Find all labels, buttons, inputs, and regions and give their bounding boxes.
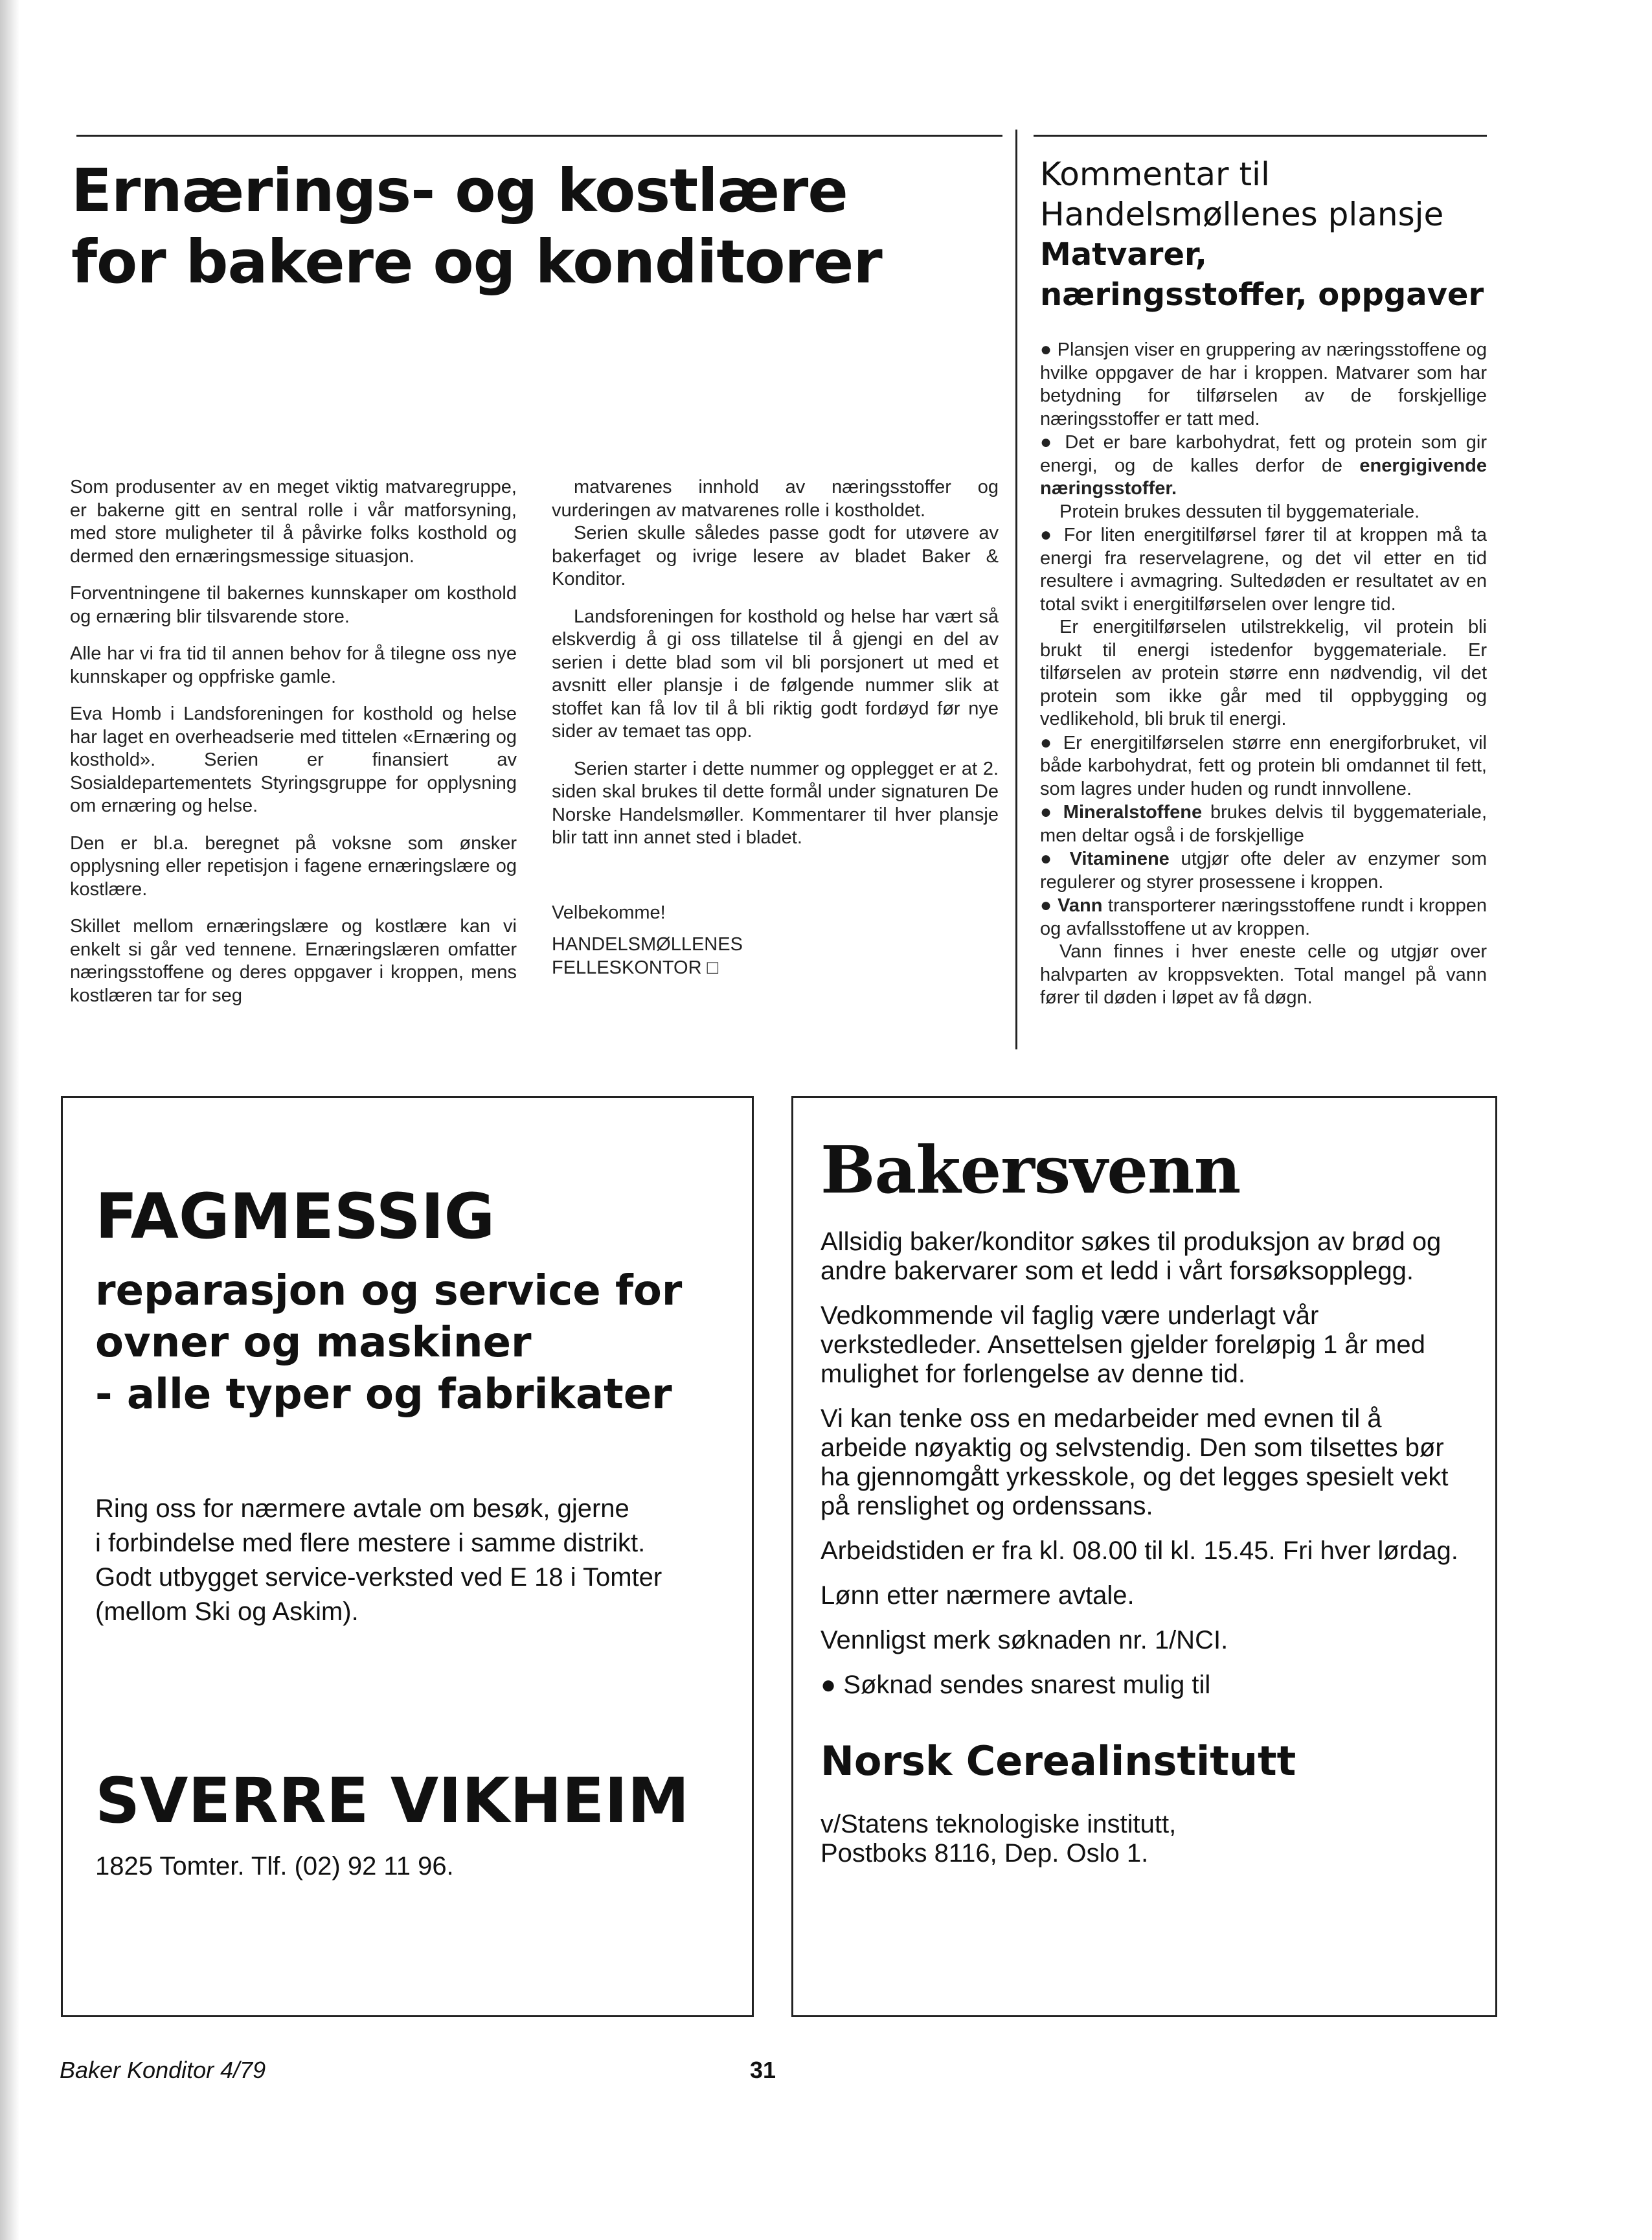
sidebar-title-line-2: næringsstoffer, oppgaver — [1040, 277, 1484, 313]
bullet-icon: ● — [1040, 431, 1056, 453]
ad-fagmessig-address: 1825 Tomter. Tlf. (02) 92 11 96. — [95, 1852, 454, 1880]
signature-line-2-text: FELLESKONTOR — [552, 957, 702, 978]
ad-bakersvenn-paragraph-3: Vi kan tenke oss en medarbeider med evnen til å arbeide nøyaktig og selvstendig. Den som tilsettes bør ha gjennomgått yrkesskole, og det legges spesielt vekt på renslighet og ordenssans. — [820, 1404, 1449, 1520]
ad-bakersvenn-title: Bakersvenn — [820, 1132, 1241, 1208]
article-column-1 — [70, 476, 517, 1022]
col2-paragraph-2: Serien skulle således passe godt for utøvere av bakerfaget og ivrige lesere av bladet Baker & Konditor. — [552, 523, 999, 589]
column-divider — [1015, 130, 1017, 1049]
ad-fagmessig — [61, 1096, 754, 2017]
ad-bakersvenn — [791, 1096, 1497, 2017]
ad-fagmessig-subheading: reparasjon og service for ovner og maskiner - alle typer og fabrikater — [95, 1267, 683, 1419]
ad-bakersvenn-paragraph-1: Allsidig baker/konditor søkes til produksjon av brød og andre bakervarer som et ledd i vårt forsøksopplegg. — [820, 1228, 1442, 1285]
col1-paragraph-5: Den er bl.a. beregnet på voksne som ønsker opplysning eller repetisjon i fagene ernæringslære og kostlære. — [70, 832, 517, 900]
sidebar-text-5: Er energitilførselen utilstrekkelig, vil protein bli brukt til energi istedenfor byggemateriale. Er tilførselen av protein større enn nødvendig, vil det protein som ikke går med til oppbygging og vedlikehold, bli bruk til energi. — [1040, 617, 1487, 729]
ad-bakersvenn-paragraph-6: Vennligst merk søknaden nr. 1/NCI. — [820, 1626, 1228, 1654]
footer-page-number: 31 — [750, 2057, 776, 2083]
article-column-2 — [552, 476, 999, 979]
bullet-icon: ● — [1040, 731, 1055, 753]
ad-fagmessig-body — [95, 1492, 730, 1629]
ad-fagmessig-body-line-2: i forbindelse med flere mestere i samme distrikt. — [95, 1529, 646, 1557]
col2-paragraph-1: matvarenes innhold av næringsstoffer og vurderingen av matvarenes rolle i kostholdet. — [552, 477, 999, 521]
col1-paragraph-2: Forventningene til bakernes kunnskaper om kosthold og ernæring blir tilsvarende store. — [70, 583, 517, 627]
ad-bakersvenn-organization: Norsk Cerealinstitutt — [820, 1737, 1296, 1785]
col1-paragraph-1: Som produsenter av en meget viktig matvaregruppe, er bakerne gitt en sentral rolle i vår matforsyning, med store muligheter til å påvirke folks kosthold og dermed den ernæringsmessige situasjon. — [70, 477, 517, 567]
ad-bakersvenn-address-line-2: Postboks 8116, Dep. Oslo 1. — [820, 1839, 1149, 1868]
ad-fagmessig-body-line-1: Ring oss for nærmere avtale om besøk, gjerne — [95, 1494, 629, 1523]
sidebar-text-8a: Vitaminene — [1069, 849, 1170, 869]
sidebar-text-3: Protein brukes dessuten til byggemateriale. — [1059, 501, 1420, 522]
sidebar-title-line-1: Matvarer, — [1040, 236, 1207, 273]
sidebar-text-9b: transporterer næringsstoffene rundt i kroppen og avfallsstoffene ut av kroppen. — [1040, 895, 1487, 939]
sidebar-text-9a: Vann — [1058, 895, 1103, 916]
bullet-icon: ● — [1040, 524, 1056, 545]
sidebar-text-7a: Mineralstoffene — [1063, 802, 1203, 823]
footer-publication: Baker Konditor 4/79 — [60, 2057, 266, 2083]
end-mark-icon: □ — [707, 957, 719, 978]
ad-bakersvenn-address-line-1: v/Statens teknologiske institutt, — [820, 1810, 1177, 1838]
ad-bakersvenn-paragraph-5: Lønn etter nærmere avtale. — [820, 1581, 1135, 1610]
col2-paragraph-3: Landsforeningen for kosthold og helse har vært så elskverdig å gi oss tillatelse til å gjengi en del av serien i dette blad som vil bli porsjonert ut med et avsnitt eller plansje i de følgende nummer slik at stoffet kan få lov til å bli riktig godt fordøyd før nye sider av temaet tas opp. — [552, 606, 999, 742]
bullet-icon: ● — [820, 1671, 837, 1699]
ad-bakersvenn-paragraph-7-text: Søknad sendes snarest mulig til — [843, 1671, 1211, 1699]
closing-greeting: Velbekomme! — [552, 902, 666, 923]
sidebar-text-2a: Det er bare karbohydrat, fett og protein som gir energi, og de kalles derfor de — [1040, 432, 1487, 476]
headline-line-2: for bakere og konditorer — [71, 227, 882, 297]
signature-line-1: HANDELSMØLLENES — [552, 934, 743, 955]
top-rule-right — [1034, 135, 1487, 137]
ad-bakersvenn-paragraph-7 — [820, 1671, 1475, 1700]
bullet-icon: ● — [1040, 339, 1052, 360]
sidebar-text-7b: brukes delvis til byggemateriale, men deltar også i de forskjellige — [1040, 802, 1487, 846]
sidebar-kicker-line-2: Handelsmøllenes plansje — [1040, 196, 1444, 233]
sidebar-text-1: Plansjen viser en gruppering av næringsstoffene og hvilke oppgaver de har i kroppen. Matvarer som har betydning for tilførselen av de forskjellige næringsstoffer er tatt med. — [1040, 339, 1487, 429]
bullet-icon: ● — [1040, 895, 1052, 916]
sidebar-text-2b: energigivende næringsstoffer. — [1040, 455, 1487, 499]
sidebar — [1040, 154, 1487, 1010]
sidebar-text-10: Vann finnes i hver eneste celle og utgjør over halvparten av kroppsvekten. Total mangel på vann fører til døden i løpet av få døgn. — [1040, 941, 1487, 1008]
ad-bakersvenn-paragraph-4: Arbeidstiden er fra kl. 08.00 til kl. 15.45. Fri hver lørdag. — [820, 1537, 1458, 1565]
ad-fagmessig-company: SVERRE VIKHEIM — [95, 1765, 690, 1837]
sidebar-kicker-line-1: Kommentar til — [1040, 155, 1270, 193]
ad-bakersvenn-address — [820, 1810, 1475, 1868]
ad-fagmessig-heading: FAGMESSIG — [95, 1180, 495, 1253]
signature-line-2 — [552, 957, 999, 980]
col2-paragraph-4: Serien starter i dette nummer og opplegget er at 2. siden skal brukes til dette formål under signaturen De Norske Handelsmøller. Kommentarer til hver plansje blir tatt inn annet sted i bladet. — [552, 758, 999, 848]
col1-paragraph-3: Alle har vi fra tid til annen behov for å tilegne oss nye kunnskaper og oppfriske gamle. — [70, 643, 517, 687]
col1-paragraph-4: Eva Homb i Landsforeningen for kosthold og helse har laget en overheadserie med tittelen «Ernæring og kosthold». Serien er finansiert av Sosialdepartementets Styringsgruppe for opplysning om ernæring og helse. — [70, 703, 517, 816]
page-edge-shadow — [0, 0, 19, 2240]
ad-fagmessig-body-line-4: (mellom Ski og Askim). — [95, 1597, 359, 1626]
article-headline — [71, 155, 1004, 298]
bullet-icon: ● — [1040, 848, 1058, 869]
col1-paragraph-6: Skillet mellom ernæringslære og kostlære kan vi enkelt si går ved tennene. Ernæringslæren omfatter næringsstoffene og deres oppgaver i kroppen, mens kostlæren tar for seg — [70, 916, 517, 1006]
headline-line-1: Ernærings- og kostlære — [71, 156, 848, 225]
bullet-icon: ● — [1040, 801, 1055, 823]
top-rule-left — [76, 135, 1002, 137]
ad-bakersvenn-body — [820, 1228, 1475, 1700]
ad-fagmessig-body-line-3: Godt utbygget service-verksted ved E 18 i Tomter — [95, 1563, 662, 1592]
sidebar-text-6: Er energitilførselen større enn energiforbruket, vil både karbohydrat, fett og protein bli omdannet til fett, som lagres under huden og rundt innvollene. — [1040, 732, 1487, 799]
sidebar-text-4: For liten energitilførsel fører til at kroppen må ta energi fra reservelagrene, og det vil etter en tid resultere i avmagring. Sultedøden er resultatet av en total svikt i energitilførselen over lengre tid. — [1040, 525, 1487, 615]
ad-bakersvenn-paragraph-2: Vedkommende vil faglig være underlagt vår verkstedleder. Ansettelsen gjelder foreløpig 1 år med mulighet for forlengelse av denne tid. — [820, 1301, 1425, 1388]
sidebar-body — [1040, 338, 1487, 1010]
sidebar-text-8b: utgjør ofte deler av enzymer som regulerer og styrer prosessene i kroppen. — [1040, 849, 1487, 893]
